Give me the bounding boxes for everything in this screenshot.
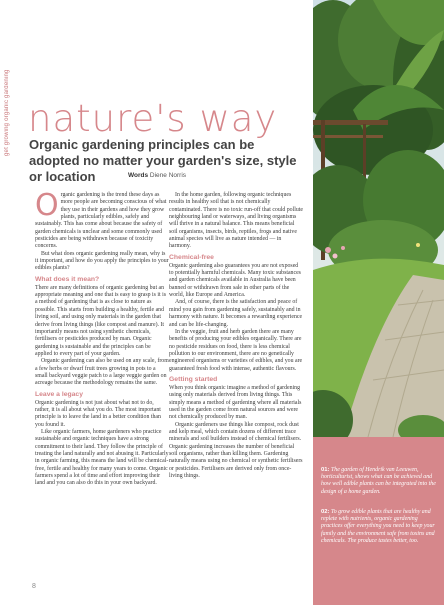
subheading-chemical-free: Chemical-free <box>169 253 214 261</box>
article-title: nature's way <box>28 97 278 140</box>
article-subtitle: Organic gardening principles can be adopted no matter your garden's size, style or location <box>29 137 297 184</box>
garden-photo <box>313 0 444 437</box>
caption-1 <box>321 467 439 496</box>
subheading-what-does-it-mean: What does it mean? <box>35 275 100 283</box>
paragraph: Organic gardening can also be used on any scale, from a few herbs or dwarf fruit trees growing in pots to a small backyard veggie patch to a large veggie garden on acreage because the methodology remains the same. <box>35 358 169 387</box>
subheading-getting-started: Getting started <box>169 375 218 383</box>
paragraph: Organic gardening also guarantees you are not exposed to potentially harmful chemicals. Many toxic substances and garden chemicals available in Australia have been banned or withdrawn from sale in other parts of the world, like Europe and America. <box>169 262 301 299</box>
caption-2-text: To grow edible plants that are healthy and replete with nutrients, organic gardening practices offer everything you need to keep your family and the environment safe from toxins and chemicals. The produce tastes better, too. <box>321 509 435 544</box>
byline-label: Words <box>128 172 149 179</box>
caption-1-number: 01: <box>321 467 330 473</box>
paragraph: But what does organic gardening really mean, why is it important, and how do you apply the principles to your edibles plants? <box>35 250 169 272</box>
intro-text: rganic gardening is the trend these days as more people are becoming conscious of what they use in their gardens and how they grow plants, particularly edibles, safely and sustainably. This has come about because the safety of garden chemicals is unclear and some commonly used pesticides are being withdrawn because of toxicity concerns. <box>35 192 167 250</box>
paragraph: When you think organic imagine a method of gardening using only materials derived from living things. This simply means a method of gardening where all materials used in the garden come from natural sources and were not chemically produced by man. <box>169 384 302 421</box>
section-tab: get growing organic gardening <box>4 69 10 156</box>
paragraph: In the veggie, fruit and herb garden there are many benefits of producing your edibles organically. There are no pesticide residues on food, there is less chemical pollution to our environment, there are no genetically engineered organisms or varieties of edibles, and you are guaranteed fresh food with intense, authentic flavours. <box>169 328 303 372</box>
caption-2 <box>321 509 439 545</box>
intro-paragraph <box>35 188 169 251</box>
paragraph: In the home garden, following organic techniques results in healthy soil that is not chemically contaminated. There is no toxic run-off that could pollute neighbouring land or waterways, and living organisms will thrive in a natural balance. This means beneficial soil organisms, insects, birds, reptiles, frogs and native animal species will live as nature intended — in harmony. <box>169 192 303 250</box>
paragraph: Organic gardeners use things like compost, rock dust and kelp meal, which contain dozens of different trace minerals and soil builders instead of chemical fertilisers. Organic gardening increases the number of beneficial soil organisms, rather than killing them. Gardening naturally means using no chemical or synthetic fertilisers or pesticides. Fertilisers are derived only from once-living things. <box>169 421 303 480</box>
paragraph: Organic gardening is not just about what not to do, rather, it is all about what you do. The most important principle is to leave the land in a better condition than you found it. <box>35 399 161 428</box>
caption-1-text: The garden of Hendrik van Leeuwen, horticulturist, shows what can be achieved and how well edible plants can be integrated into the design of a home garden. <box>321 467 436 495</box>
page-number: 8 <box>32 583 36 590</box>
byline <box>128 172 186 179</box>
caption-2-number: 02: <box>321 509 330 515</box>
body-column-2 <box>169 192 303 480</box>
paragraph: There are many definitions of organic gardening but an appropriate meaning and one that is easy to grasp is it is a method of gardening that is as close to nature as possible. This starts from building a healthy, fertile and living soil, and using only materials in the garden that derive from living things (like compost and manure). It importantly means not using synthetic chemicals, fertilisers or pesticides produced by man. Organic gardening is sustainable and the principles can be applied to every part of your garden. <box>35 284 166 357</box>
drop-cap: O <box>35 188 59 223</box>
subheading-leave-a-legacy: Leave a legacy <box>35 390 83 398</box>
body-column-1 <box>35 188 169 488</box>
paragraph: And, of course, there is the satisfaction and peace of mind you gain from gardening safely, sustainably and in harmony with nature. It becomes a rewarding experience and can be life-changing. <box>169 299 303 328</box>
paragraph: Like organic farmers, home gardeners who practice sustainable and organic techniques have a strong commitment to their land. They follow the principle of treating the land naturally and not abusing it. Particularly in organic farming, this means the land will be chemical-free, fertile and healthy for many years to come. Organic farmers spend a lot of time and effort improving their land and you can also do this in your own backyard. <box>35 428 169 487</box>
byline-author: Diene Norris <box>149 172 187 179</box>
